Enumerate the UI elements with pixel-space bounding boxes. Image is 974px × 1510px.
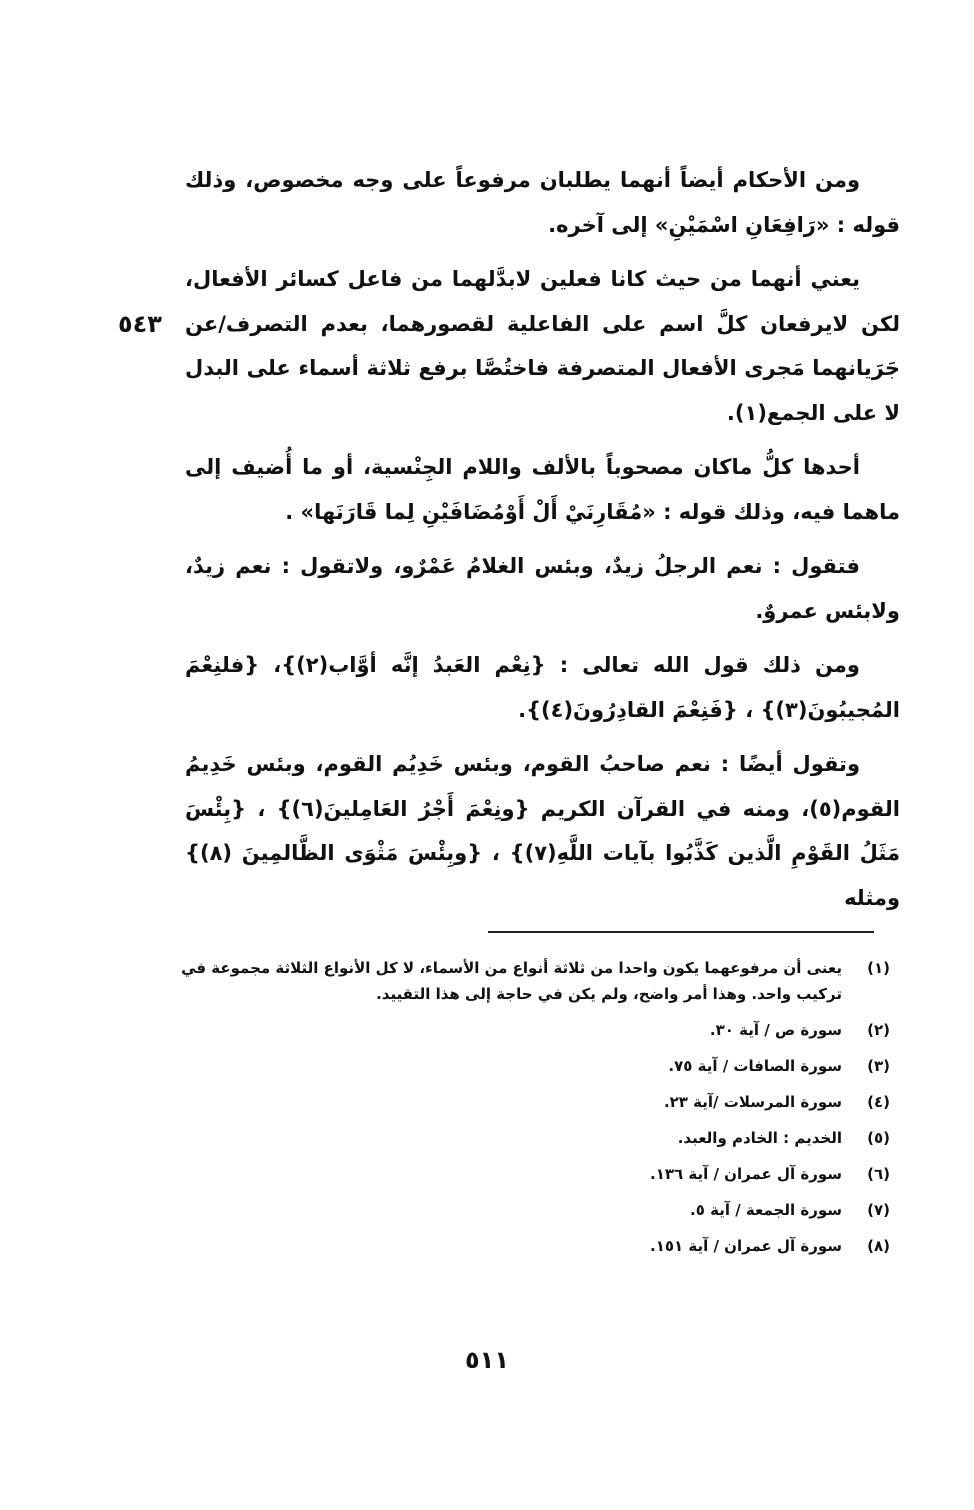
footnote	[140, 1053, 890, 1079]
paragraph-4: فتقول : نعم الرجلُ زيدٌ، وبئس الغلامُ عَمْرٌو، ولاتقول : نعم زيدٌ، ولابئس عمروٌ.	[185, 554, 900, 623]
footnote-text: يعنى أن مرفوعهما يكون واحدا من ثلاثة أنواع من الأسماء، لا كل الأنواع الثلاثة مجموعة في تركيب واحد. وهذا أمر واضح، ولم يكن في حاجة إلى هذا التقييد.	[181, 959, 842, 1003]
footnote-number: (٢)	[867, 1021, 890, 1039]
footnote-number: (٤)	[867, 1093, 890, 1111]
page-number: ٥١١	[465, 1346, 509, 1374]
footnote-text: سورة الجمعة / آية ٥.	[690, 1201, 842, 1219]
footnote	[140, 1233, 890, 1259]
footnote-separator	[488, 931, 874, 933]
footnote-number: (٧)	[867, 1201, 890, 1219]
footnote	[140, 955, 890, 1007]
paragraph-2: يعني أنهما من حيث كانا فعلين لابدَّلهما من فاعل كسائر الأفعال، لكن لايرفعان كلَّ اسم على الفاعلية لقصورهما، بعدم التصرف/عن جَرَيانهما مَجرى الأفعال المتصرفة فاختُصَّا برفع ثلاثة أسماء على البدل لا على الجمع(١).	[185, 267, 900, 425]
footnote-number: (١)	[867, 959, 890, 977]
footnote	[140, 1017, 890, 1043]
paragraph-5: ومن ذلك قول الله تعالى : {نِعْم العَبدُ إنَّه أوَّاب(٢)}، {فلنِعْمَ المُجيبُونَ(٣)} ، {فَنِعْمَ القادِرُونَ(٤)}.	[185, 653, 900, 722]
footnote-number: (٦)	[867, 1165, 890, 1183]
footnote-text: سورة آل عمران / آية ١٥١.	[649, 1237, 842, 1255]
paragraph-6: وتقول أيضًا : نعم صاحبُ القوم، وبئس خَدِيُم القوم، وبئس خَدِيمُ القوم(٥)، ومنه في القرآن الكريم {ونِعْمَ أَجْرُ العَامِلينَ(٦)} ، {بِئْسَ مَثَلُ القَوْمِ الَّذين كَذَّبُوا بآيات اللَّهِ(٧)} ، {وبِئْسَ مَثْوَى الظَّالمِينَ (٨)} ومثله	[185, 752, 900, 910]
footnote-text: سورة الصافات / آية ٧٥.	[668, 1057, 842, 1075]
footnote-text: الخديم : الخادم والعبد.	[677, 1129, 842, 1147]
manuscript-page-marker: ٥٤٣	[118, 310, 162, 338]
footnote	[140, 1089, 890, 1115]
footnote-text: سورة آل عمران / آية ١٣٦.	[649, 1165, 842, 1183]
footnote	[140, 1125, 890, 1151]
paragraph-1: ومن الأحكام أيضاً أنهما يطلبان مرفوعاً على وجه مخصوص، وذلك قوله : «رَافِعَانِ اسْمَيْنِ» إلى آخره.	[185, 168, 900, 237]
footnote	[140, 1197, 890, 1223]
footnote-number: (٥)	[867, 1129, 890, 1147]
footnote-text: سورة ص / آية ٣٠.	[709, 1021, 842, 1039]
footnote-text: سورة المرسلات /آية ٢٣.	[663, 1093, 842, 1111]
paragraph-3: أحدها كلُّ ماكان مصحوباً بالألف واللام الجِنْسية، أو ما أُضيف إلى ماهما فيه، وذلك قوله : «مُقَارِنَيْ أَلْ أَوْمُضَافَيْنِ لِما قَارَنَها» .	[185, 455, 900, 524]
main-text	[185, 158, 900, 930]
footnote-number: (٨)	[867, 1237, 890, 1255]
footnotes	[140, 955, 890, 1269]
footnote-number: (٣)	[867, 1057, 890, 1075]
footnote	[140, 1161, 890, 1187]
